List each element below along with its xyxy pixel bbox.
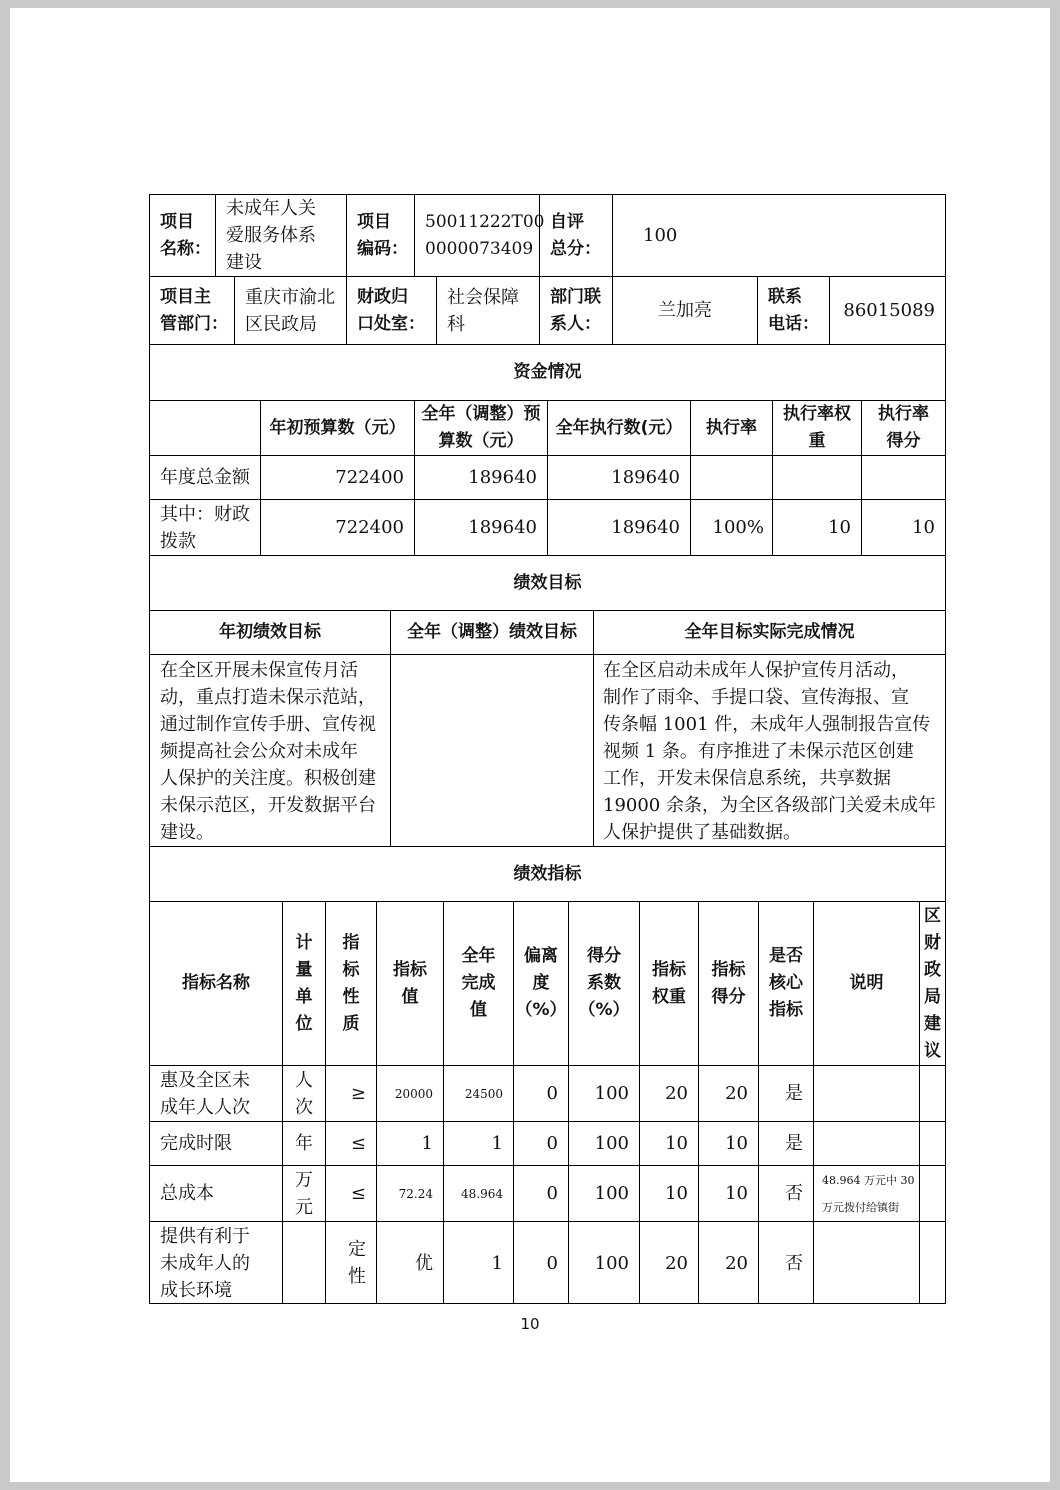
funds-cell: 10 <box>828 517 851 538</box>
funds-cell <box>862 456 945 499</box>
contact-label: 部门联 系人： <box>550 286 601 334</box>
goals-header-initial: 年初绩效目标 <box>219 622 321 642</box>
indicator-coef: 100 <box>594 1133 629 1154</box>
indicators-header: 指标名称 <box>182 973 250 993</box>
indicator-advice <box>920 1166 945 1221</box>
goals-adjusted-text <box>391 655 593 846</box>
indicator-unit: 万 元 <box>295 1169 313 1218</box>
funds-cell: 189640 <box>468 467 537 488</box>
funds-cell: 189640 <box>611 517 680 538</box>
indicator-weight: 10 <box>665 1183 688 1204</box>
indicator-coef: 100 <box>594 1083 629 1104</box>
indicators-header: 指标 值 <box>393 959 427 1007</box>
indicator-advice <box>920 1066 945 1121</box>
indicator-note <box>814 1222 919 1304</box>
page-number: 10 <box>520 1315 540 1333</box>
indicator-core: 否 <box>785 1252 803 1274</box>
indicator-unit: 年 <box>295 1133 313 1154</box>
indicator-deviation: 0 <box>546 1133 558 1154</box>
indicators-header: 说明 <box>849 973 884 993</box>
indicator-actual: 1 <box>491 1252 503 1274</box>
self-score-label: 自评 总分： <box>550 211 601 259</box>
funds-cell: 722400 <box>335 467 404 488</box>
indicator-actual: 24500 <box>464 1086 503 1101</box>
indicator-unit <box>283 1222 325 1304</box>
indicator-note <box>814 1122 919 1165</box>
indicator-advice <box>920 1122 945 1165</box>
indicator-weight: 20 <box>665 1252 688 1274</box>
indicator-coef: 100 <box>594 1252 629 1274</box>
indicator-weight: 20 <box>665 1083 688 1104</box>
indicator-score: 10 <box>725 1183 748 1204</box>
indicator-core: 是 <box>785 1083 803 1104</box>
funds-row-label: 年度总金额 <box>160 467 250 488</box>
funds-section-title: 资金情况 <box>513 362 582 382</box>
funds-header: 执行率 得分 <box>878 404 929 451</box>
indicator-target: 1 <box>421 1133 433 1154</box>
indicator-actual: 1 <box>491 1133 503 1154</box>
indicators-header: 偏离 度 （%） <box>515 946 567 1020</box>
funds-cell <box>691 456 772 499</box>
project-code-value: 50011222T00 0000073409 <box>425 211 545 259</box>
dept-label: 项目主 管部门： <box>160 286 228 334</box>
contact-value: 兰加亮 <box>658 300 712 321</box>
goals-header-actual: 全年目标实际完成情况 <box>684 622 855 642</box>
indicator-weight: 10 <box>665 1133 688 1154</box>
indicators-header: 计 量 单 位 <box>295 932 313 1034</box>
funds-header: 执行率权 重 <box>783 404 851 451</box>
phone-value: 86015089 <box>843 300 935 321</box>
indicators-section-title: 绩效指标 <box>513 863 582 884</box>
indicators-header: 是否 核心 指标 <box>769 946 803 1020</box>
indicator-target: 72.24 <box>398 1186 433 1201</box>
indicator-name: 总成本 <box>160 1183 214 1204</box>
dept-value: 重庆市渝北 区民政局 <box>245 286 335 335</box>
indicator-unit: 人 次 <box>295 1069 313 1118</box>
indicator-core: 是 <box>785 1133 803 1154</box>
indicator-nature: ≥ <box>350 1083 366 1104</box>
finance-office-value: 社会保障 科 <box>447 286 519 335</box>
goals-header-adjusted: 全年（调整）绩效目标 <box>407 622 577 642</box>
funds-cell: 100% <box>712 517 764 538</box>
self-score-value: 100 <box>643 225 678 246</box>
funds-header: 执行率 <box>706 417 757 438</box>
funds-cell: 189640 <box>611 467 680 488</box>
indicators-header: 指标 权重 <box>652 959 686 1007</box>
project-code-label: 项目 编码： <box>357 211 408 259</box>
funds-row-label: 其中：财政 拨款 <box>160 503 250 552</box>
indicators-header: 区 财 政 局 建 议 <box>924 905 941 1061</box>
phone-label: 联系 电话： <box>768 286 819 334</box>
project-name-value: 未成年人关 爱服务体系 建设 <box>226 198 316 273</box>
indicator-name: 完成时限 <box>160 1133 232 1154</box>
goals-initial-text: 在全区开展未保宣传月活 动，重点打造未保示范站， 通过制作宣传手册、宣传视 频提高社会公众对未成年 人保护的关注度。积极创建 未保示范区，开发数据平台 建设。 <box>160 660 376 843</box>
indicator-nature: ≤ <box>350 1133 366 1154</box>
indicator-note <box>814 1066 919 1121</box>
funds-cell: 722400 <box>335 517 404 538</box>
indicator-deviation: 0 <box>546 1183 558 1204</box>
indicators-header: 全年 完成 值 <box>461 946 496 1020</box>
funds-header: 全年（调整）预 算数（元） <box>421 404 541 451</box>
indicator-deviation: 0 <box>546 1252 558 1274</box>
indicators-header: 指标 得分 <box>711 959 746 1007</box>
funds-cell <box>773 456 861 499</box>
goals-actual-text: 在全区启动未成年人保护宣传月活动， 制作了雨伞、手提口袋、宣传海报、宣 传条幅 1001 件，未成年人强制报告宣传 视频 1 条。有序推进了未保示范区创建 工作，开发未保信息系统，共享数据 19000 余条，为全区各级部门关爱未成年 人保护提供了基础数据。 <box>603 660 936 843</box>
project-name-label: 项目 名称： <box>160 211 211 259</box>
indicator-deviation: 0 <box>546 1083 558 1104</box>
indicator-note: 48.964 万元中 30 万元拨付给镇街 <box>822 1173 915 1214</box>
indicator-name: 惠及全区未 成年人人次 <box>160 1069 250 1118</box>
indicator-score: 20 <box>725 1252 748 1274</box>
indicator-target: 20000 <box>394 1086 433 1101</box>
indicator-core: 否 <box>785 1183 803 1204</box>
indicators-header: 指 标 性 质 <box>342 932 360 1034</box>
funds-cell: 10 <box>912 517 935 538</box>
indicator-nature: ≤ <box>350 1183 366 1204</box>
funds-header: 全年执行数(元） <box>555 417 683 438</box>
indicator-actual: 48.964 <box>461 1186 503 1201</box>
indicators-header: 得分 系数 （%） <box>578 946 630 1020</box>
indicator-score: 10 <box>725 1133 748 1154</box>
finance-office-label: 财政归 口处室： <box>357 286 425 334</box>
indicator-target: 优 <box>415 1252 433 1274</box>
funds-header: 年初预算数（元） <box>269 417 406 438</box>
indicator-coef: 100 <box>594 1183 629 1204</box>
goals-section-title: 绩效目标 <box>513 572 582 593</box>
indicator-name: 提供有利于 未成年人的 成长环境 <box>160 1225 250 1301</box>
indicator-score: 20 <box>725 1083 748 1104</box>
funds-cell: 189640 <box>468 517 537 538</box>
indicator-nature: 定 性 <box>348 1239 366 1287</box>
indicator-advice <box>920 1222 945 1304</box>
